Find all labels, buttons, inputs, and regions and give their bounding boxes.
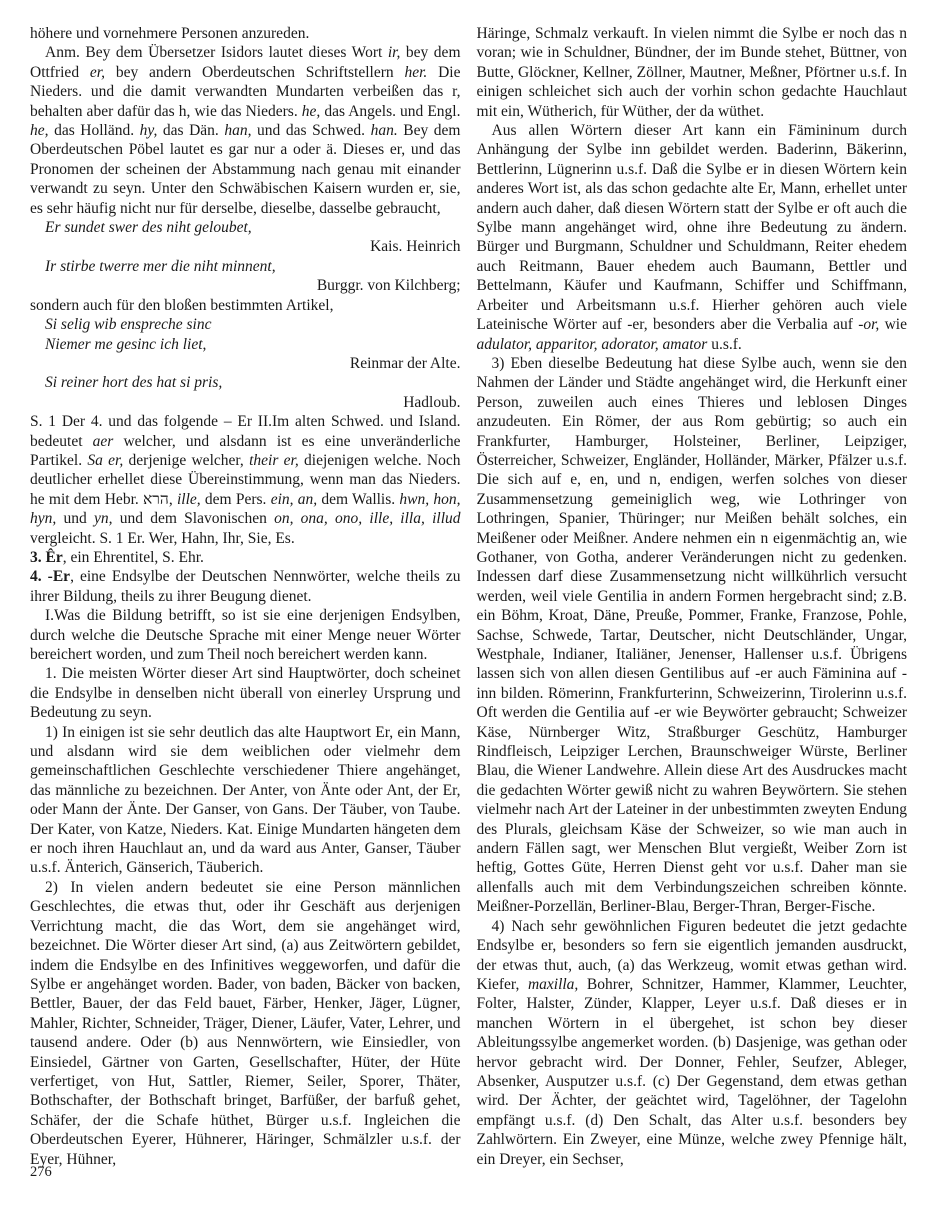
paragraph: 2) In vielen andern bedeutet sie eine Person männlichen Geschlechtes, die etwas thut, oder ihr Geschäft aus derjenigen Verrichtung macht, die das Wort, dem sie angehänget wird, bezeichnet. Die Wörter dieser Art sind, (a) aus Zeitwörtern gebildet, indem die Endsylbe en des Infinitives weggeworfen, und dafür die Sylbe er angehänget worden. Bader, von baden, Bäcker von backen, Bettler, Bauer, der das Feld bauet, Färber, Henker, Jäger, Lügner, Mahler, Richter, Schneider, Träger, Diener, Läufer, Vater, Lehrer, und tausend andere. Oder (b) aus Nennwörtern, wie Einsiedler, von Einsiedel, Gärtner von Garten, Gesellschafter, Hüter, der Hüte verfertiget, von Hut, Sattler, Riemer, Seiler, Sporer, Thäter, Bothschafter, der Bothschaft bringet, Barfüßer, der barfuß gehet, Schäfer, der die Schafe hüthet, Bürger u.s.f. Ingleichen die Oberdeutschen Eyerer, Hühnerer, Häringer, Schmälzler u.s.f. der Eyer, Hühner, <box>30 878 461 1168</box>
paragraph: 3. Êr, ein Ehrentitel, S. Ehr. <box>30 548 204 566</box>
left-column <box>30 24 461 1169</box>
paragraph: 4. -Er, eine Endsylbe der Deutschen Nennwörter, welche theils zu ihrer Bildung, theils zu ihrer Beugung dienet. <box>30 568 461 605</box>
paragraph: 4) Nach sehr gewöhnlichen Figuren bedeutet die jetzt gedachte Endsylbe er, besonders so fern sie eigentlich jemanden ausdruckt, der etwas thut, auch, (a) das Werkzeug, womit etwas gethan wird. Kiefer, maxilla, Bohrer, Schnitzer, Hammer, Klammer, Leuchter, Folter, Halster, Zünder, Klapper, Leyer u.s.f. Daß dieses er in manchen Wörtern in el übergehet, ist schon bey dieser Ableitungssylbe angemerket worden. (b) Dasjenige, was gethan oder hervor gebracht wird. Der Donner, Fehler, Seufzer, Ableger, Absenker, Ausputzer u.s.f. (c) Der Gegenstand, dem etwas gethan wird. Der Ächter, der geächtet wird, Tagelöhner, der Tagelohn empfängt u.s.f. (d) Den Schalt, das Alter u.s.f. besonders bey Zahlwörtern. Ein Zweyer, eine Münze, welche zwey Pfennige hält, ein Dreyer, ein Sechser, <box>476 917 907 1168</box>
paragraph: Aus allen Wörtern dieser Art kann ein Fämininum durch Anhängung der Sylbe inn gebildet werden. Baderinn, Bäkerinn, Bettlerinn, Lügnerinn u.s.f. Daß die Sylbe er in diesen Wörtern kein anderes Wort ist, als das schon gedachte alte Er, Mann, erhellet unter andern auch daher, daß diesen Wörtern statt der Sylbe er oft auch die Sylbe mann angehänget wird, ohne ihre Bedeutung zu ändern. Bürger und Burgmann, Schuldner und Schuldmann, Reiter ehedem auch Reitmann, Bauer ehedem auch Baumann, Bettler und Bettelmann, Käufer und Kaufmann, Schiffer und Schiffmann, Arbeiter und Arbeitsmann u.s.f. Hierher gehören auch viele Lateinische Wörter auf -er, besonders aber die Verbalia auf -or, wie adulator, apparitor, adorator, amator u.s.f. <box>476 122 907 353</box>
quote-attribution: Kais. Heinrich <box>370 238 461 256</box>
quote-attribution: Hadloub. <box>403 393 461 411</box>
right-column <box>477 24 908 1169</box>
verse-line: Si selig wib enspreche sinc <box>45 316 212 334</box>
paragraph: sondern auch für den bloßen bestimmten Artikel, <box>30 296 334 314</box>
verse-line: Ir stirbe twerre mer die niht minnent, <box>45 257 276 275</box>
verse-line: Si reiner hort des hat si pris, <box>45 374 223 392</box>
quote-attribution: Reinmar der Alte. <box>349 354 461 372</box>
paragraph: 1. Die meisten Wörter dieser Art sind Hauptwörter, doch scheinet die Endsylbe in denselben nicht überall von einerley Ursprung und Bedeutung zu seyn. <box>30 665 461 722</box>
paragraph: Anm. Bey dem Übersetzer Isidors lautet dieses Wort ir, bey dem Ottfried er, bey andern Oberdeutschen Schriftstellern her. Die Nieders. und die damit verwandten Mundarten verbeißen das r, behalten aber dafür das h, wie das Nieders. he, das Angels. und Engl. he, das Holländ. hy, das Dän. han, und das Schwed. han. Bey dem Oberdeutschen Pöbel lautet es gar nur a oder ä. Dieses er, und das Pronomen der scheinen der Abstammung nach genau mit einander verwandt zu seyn. Unter den Schwäbischen Kaisern wurden er, sie, es sehr häufig nicht nur für derselbe, dieselbe, dasselbe gebraucht, <box>30 44 461 217</box>
verse-line: Er sundet swer des niht geloubet, <box>45 219 252 237</box>
two-column-text-area <box>30 24 907 1169</box>
paragraph: höhere und vornehmere Personen anzureden. <box>30 25 310 42</box>
paragraph: I.Was die Bildung betrifft, so ist sie eine derjenigen Endsylben, durch welche die Deutsche Sprache mit einer Menge neuer Wörter bereichert worden, und zum Theil noch bereichert werden kann. <box>30 607 461 663</box>
paragraph: 3) Eben dieselbe Bedeutung hat diese Sylbe auch, wenn sie den Nahmen der Länder und Städte angehänget wird, die Herkunft einer Person, zuweilen auch eines Thieres und leblosen Dinges anzudeuten. Ein Römer, der aus Rom gebürtig; so auch ein Frankfurter, Hamburger, Holsteiner, Berliner, Leipziger, Österreicher, Schweizer, Engländer, Holländer, Märker, Pfälzer u.s.f. Die sich auf e, en, und n, endigen, werfen solches von dieser Zusammensetzung gemeiniglich weg, wie Lothringer von Lothringen, Spanier, Thüringer; nur Meißen behält solches, ein Meißener oder Meißner. Andere nehmen ein n eigenmächtig an, wie Gothaner, von Gotha, anderer Veränderungen nicht zu gedenken. Indessen darf diese Zusammensetzung nicht willkührlich versucht werden, weil viele Gentilia in andern Formen hergebracht sind; z.B. ein Böhm, Kroat, Däne, Preuße, Pommer, Franke, Franzose, Pohle, Sachse, Schwede, Tartar, Deutscher, nicht Deutschländer, Ungar, Westphale, Indianer, Italiäner, Jenenser, Hallenser u.s.f. Übrigens lassen sich von allen diesen Gentilibus auf -er auch Fäminina auf -inn bilden. Römerinn, Frankfurterinn, Schweizerinn, Tirolerinn u.s.f. Oft werden die Gentilia auf -er wie Beywörter gebraucht; Schweizer Käse, Nürnberger Witz, Straßburger Geschütz, Hamburger Rindfleisch, Leipziger Lerchen, Braunschweiger Würste, Berliner Blau, die Wiener Landwehre. Allein diese Art des Ausdruckes macht die gedachten Wörter gewiß nicht zu wahren Beywörtern. Sie stehen vielmehr nach Art der Lateiner in der unbestimmten zweyten Endung des Plurals, gleichsam Käse der Schweizer, so wie man auch in andern Fällen sagt, wer Menschen Blut vergießt, Weiber Zorn ist heftig, Gottes Güte, Herren Dienst geht vor u.s.f. Daher man sie allenfalls auch mit dem Verbindungszeichen schreiben könnte. Meißner-Porzellän, Berliner-Blau, Berger-Thran, Berger-Fische. <box>476 354 907 916</box>
verse-line: Niemer me gesinc ich liet, <box>45 335 207 353</box>
page-number: 276 <box>30 1164 52 1180</box>
paragraph: S. 1 Der 4. und das folgende – Er II.Im alten Schwed. und Island. bedeutet aer welcher, und alsdann ist es eine unveränderliche Partikel. Sa er, derjenige welcher, their er, diejenigen welche. Noch deutlicher erhellet diese Übereinstimmung, wenn man das Nieders. he mit dem Hebr. הרא, ille, dem Pers. ein, an, dem Wallis. hwn, hon, hyn, und yn, und dem Slavonischen on, ona, ono, ille, illa, illud vergleicht. S. 1 Er. Wer, Hahn, Ihr, Sie, Es. <box>30 413 461 547</box>
paragraph: Häringe, Schmalz verkauft. In vielen nimmt die Sylbe er noch das n voran; wie in Schuldner, Bündner, der im Bunde stehet, Büttner, von Butte, Glöckner, Kellner, Zöllner, Mautner, Meßner, Pförtner u.s.f. In einigen schleichet sich auch der vorhin schon gedachte Hauchlaut mit ein, Wütherich, für Wüther, der da wüthet. <box>476 25 907 120</box>
paragraph: 1) In einigen ist sie sehr deutlich das alte Hauptwort Er, ein Mann, und alsdann wird sie dem weiblichen oder vielmehr dem gemeinschaftlichen Geschlechte verschiedener Thiere angehänget, das männliche zu bezeichnen. Der Anter, von Änte oder Ant, der Er, oder Mann der Änte. Der Ganser, von Gans. Der Täuber, von Taube. Der Kater, von Katze, Nieders. Kat. Einige Mundarten hängeten dem er noch ihren Hauchlaut an, und da ward aus Anter, Ganser, Täuber u.s.f. Änterich, Gänserich, Täuberich. <box>30 723 461 877</box>
quote-attribution: Burggr. von Kilchberg; <box>316 277 461 295</box>
